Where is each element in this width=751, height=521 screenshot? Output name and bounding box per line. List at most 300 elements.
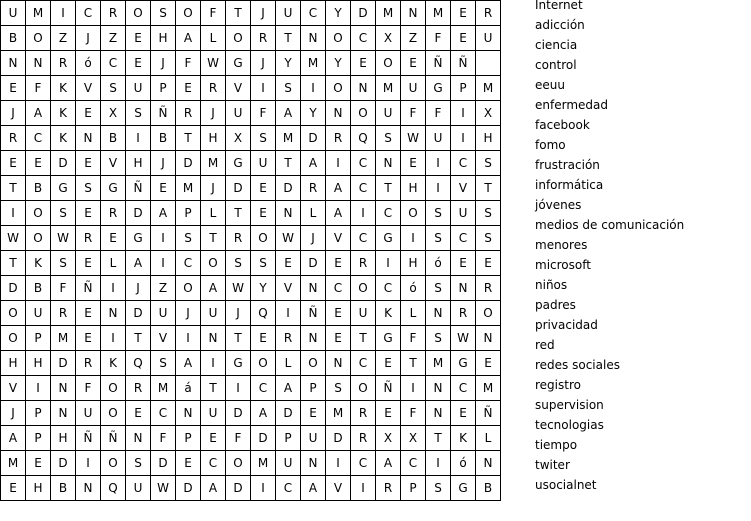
grid-cell[interactable]: H bbox=[26, 351, 51, 376]
grid-cell[interactable]: R bbox=[251, 26, 276, 51]
grid-cell[interactable]: S bbox=[126, 101, 151, 126]
grid-cell[interactable]: A bbox=[151, 201, 176, 226]
grid-cell[interactable]: M bbox=[251, 451, 276, 476]
grid-cell[interactable]: H bbox=[51, 426, 76, 451]
grid-cell[interactable]: T bbox=[226, 1, 251, 26]
grid-cell[interactable]: S bbox=[476, 151, 501, 176]
grid-cell[interactable]: Y bbox=[276, 51, 301, 76]
grid-cell[interactable]: C bbox=[176, 251, 201, 276]
grid-cell[interactable]: D bbox=[301, 126, 326, 151]
grid-cell[interactable]: K bbox=[101, 351, 126, 376]
grid-cell[interactable]: U bbox=[226, 101, 251, 126]
grid-cell[interactable]: Ñ bbox=[76, 276, 101, 301]
grid-cell[interactable]: J bbox=[1, 101, 26, 126]
grid-cell[interactable]: V bbox=[451, 176, 476, 201]
grid-cell[interactable]: P bbox=[176, 201, 201, 226]
grid-cell[interactable]: I bbox=[251, 76, 276, 101]
grid-cell[interactable]: S bbox=[476, 201, 501, 226]
grid-cell[interactable]: T bbox=[1, 251, 26, 276]
grid-cell[interactable]: W bbox=[151, 476, 176, 501]
grid-cell[interactable]: J bbox=[201, 101, 226, 126]
grid-cell[interactable]: D bbox=[226, 176, 251, 201]
grid-cell[interactable]: E bbox=[1, 476, 26, 501]
grid-cell[interactable]: Z bbox=[151, 276, 176, 301]
grid-cell[interactable]: S bbox=[226, 251, 251, 276]
grid-cell[interactable]: N bbox=[126, 426, 151, 451]
grid-cell[interactable]: S bbox=[426, 276, 451, 301]
grid-cell[interactable]: S bbox=[151, 351, 176, 376]
grid-cell[interactable]: D bbox=[126, 201, 151, 226]
grid-cell[interactable]: R bbox=[1, 126, 26, 151]
grid-cell[interactable]: U bbox=[76, 401, 101, 426]
grid-cell[interactable]: I bbox=[251, 476, 276, 501]
grid-cell[interactable]: I bbox=[401, 226, 426, 251]
grid-cell[interactable]: N bbox=[51, 401, 76, 426]
grid-cell[interactable]: J bbox=[76, 26, 101, 51]
grid-cell[interactable]: F bbox=[251, 101, 276, 126]
grid-cell[interactable]: R bbox=[226, 226, 251, 251]
grid-cell[interactable]: I bbox=[76, 451, 101, 476]
grid-cell[interactable]: R bbox=[476, 1, 501, 26]
grid-cell[interactable]: G bbox=[451, 351, 476, 376]
grid-cell[interactable]: X bbox=[401, 426, 426, 451]
grid-cell[interactable]: C bbox=[351, 176, 376, 201]
grid-cell[interactable]: S bbox=[176, 226, 201, 251]
grid-cell[interactable]: Y bbox=[326, 51, 351, 76]
grid-cell[interactable]: S bbox=[251, 126, 276, 151]
grid-cell[interactable]: I bbox=[126, 126, 151, 151]
grid-cell[interactable]: F bbox=[426, 26, 451, 51]
grid-cell[interactable]: L bbox=[201, 26, 226, 51]
grid-cell[interactable]: N bbox=[1, 51, 26, 76]
grid-cell[interactable]: K bbox=[376, 301, 401, 326]
grid-cell[interactable]: N bbox=[101, 301, 126, 326]
grid-cell[interactable]: N bbox=[451, 276, 476, 301]
grid-cell[interactable]: N bbox=[426, 401, 451, 426]
grid-cell[interactable]: G bbox=[426, 76, 451, 101]
grid-cell[interactable]: M bbox=[51, 326, 76, 351]
grid-cell[interactable]: E bbox=[76, 301, 101, 326]
grid-cell[interactable]: S bbox=[426, 476, 451, 501]
grid-cell[interactable]: C bbox=[351, 26, 376, 51]
grid-cell[interactable]: A bbox=[276, 101, 301, 126]
grid-cell[interactable]: M bbox=[301, 51, 326, 76]
grid-cell[interactable]: C bbox=[351, 151, 376, 176]
grid-cell[interactable]: N bbox=[401, 1, 426, 26]
grid-cell[interactable]: N bbox=[301, 451, 326, 476]
grid-cell[interactable]: B bbox=[476, 476, 501, 501]
grid-cell[interactable]: M bbox=[376, 1, 401, 26]
grid-cell[interactable]: D bbox=[51, 351, 76, 376]
grid-cell[interactable]: N bbox=[51, 376, 76, 401]
grid-cell[interactable]: O bbox=[1, 326, 26, 351]
grid-cell[interactable]: O bbox=[301, 351, 326, 376]
grid-cell[interactable]: O bbox=[101, 376, 126, 401]
grid-cell[interactable]: C bbox=[451, 226, 476, 251]
grid-cell[interactable]: S bbox=[376, 126, 401, 151]
grid-cell[interactable]: W bbox=[276, 226, 301, 251]
grid-cell[interactable]: I bbox=[351, 201, 376, 226]
grid-cell[interactable]: T bbox=[401, 351, 426, 376]
grid-cell[interactable]: S bbox=[51, 251, 76, 276]
grid-cell[interactable]: O bbox=[226, 26, 251, 51]
grid-cell[interactable]: E bbox=[1, 76, 26, 101]
grid-cell[interactable]: D bbox=[51, 451, 76, 476]
grid-cell[interactable]: L bbox=[276, 351, 301, 376]
grid-cell[interactable]: M bbox=[426, 351, 451, 376]
grid-cell[interactable]: A bbox=[326, 201, 351, 226]
grid-cell[interactable]: S bbox=[126, 451, 151, 476]
grid-cell[interactable]: N bbox=[326, 101, 351, 126]
grid-cell[interactable]: A bbox=[176, 351, 201, 376]
grid-cell[interactable]: D bbox=[126, 301, 151, 326]
grid-cell[interactable]: T bbox=[351, 326, 376, 351]
grid-cell[interactable]: U bbox=[126, 476, 151, 501]
grid-cell[interactable]: I bbox=[151, 251, 176, 276]
grid-cell[interactable]: T bbox=[176, 126, 201, 151]
grid-cell[interactable]: R bbox=[301, 176, 326, 201]
grid-cell[interactable]: I bbox=[176, 326, 201, 351]
grid-cell[interactable]: M bbox=[476, 376, 501, 401]
grid-cell[interactable]: X bbox=[376, 426, 401, 451]
grid-cell[interactable]: Ñ bbox=[426, 51, 451, 76]
grid-cell[interactable]: C bbox=[451, 151, 476, 176]
grid-cell[interactable]: U bbox=[201, 401, 226, 426]
grid-cell[interactable]: G bbox=[376, 226, 401, 251]
grid-cell[interactable]: U bbox=[376, 101, 401, 126]
grid-cell[interactable]: B bbox=[1, 26, 26, 51]
grid-cell[interactable]: J bbox=[251, 1, 276, 26]
grid-cell[interactable]: E bbox=[451, 1, 476, 26]
grid-cell[interactable]: A bbox=[126, 251, 151, 276]
grid-cell[interactable]: P bbox=[26, 326, 51, 351]
grid-cell[interactable]: N bbox=[351, 76, 376, 101]
grid-cell[interactable]: I bbox=[26, 376, 51, 401]
grid-cell[interactable]: I bbox=[426, 151, 451, 176]
grid-cell[interactable]: K bbox=[51, 101, 76, 126]
grid-cell[interactable]: U bbox=[126, 76, 151, 101]
grid-cell[interactable]: B bbox=[26, 176, 51, 201]
grid-cell[interactable]: U bbox=[26, 301, 51, 326]
grid-cell[interactable]: E bbox=[251, 176, 276, 201]
grid-cell[interactable]: E bbox=[76, 151, 101, 176]
grid-cell[interactable]: B bbox=[26, 276, 51, 301]
grid-cell[interactable]: U bbox=[1, 1, 26, 26]
grid-cell[interactable]: M bbox=[276, 126, 301, 151]
grid-cell[interactable]: N bbox=[276, 201, 301, 226]
grid-cell[interactable]: G bbox=[51, 176, 76, 201]
grid-cell[interactable]: E bbox=[326, 326, 351, 351]
grid-cell[interactable]: I bbox=[351, 476, 376, 501]
grid-cell[interactable]: A bbox=[301, 151, 326, 176]
grid-cell[interactable]: X bbox=[101, 101, 126, 126]
grid-cell[interactable]: O bbox=[101, 401, 126, 426]
grid-cell[interactable]: X bbox=[226, 126, 251, 151]
grid-cell[interactable]: R bbox=[326, 126, 351, 151]
grid-cell[interactable]: E bbox=[151, 176, 176, 201]
grid-cell[interactable]: G bbox=[226, 351, 251, 376]
grid-cell[interactable]: E bbox=[476, 351, 501, 376]
grid-cell[interactable]: H bbox=[126, 151, 151, 176]
grid-cell[interactable]: E bbox=[401, 151, 426, 176]
grid-cell[interactable]: K bbox=[26, 251, 51, 276]
grid-cell[interactable]: V bbox=[226, 76, 251, 101]
grid-cell[interactable]: T bbox=[201, 226, 226, 251]
grid-cell[interactable]: A bbox=[251, 401, 276, 426]
grid-cell[interactable]: G bbox=[126, 226, 151, 251]
grid-cell[interactable]: P bbox=[151, 76, 176, 101]
grid-cell[interactable]: N bbox=[376, 151, 401, 176]
grid-cell[interactable]: O bbox=[126, 1, 151, 26]
grid-cell[interactable]: P bbox=[401, 476, 426, 501]
grid-cell[interactable]: Q bbox=[251, 301, 276, 326]
grid-cell[interactable]: F bbox=[201, 1, 226, 26]
grid-cell[interactable]: D bbox=[51, 151, 76, 176]
grid-cell[interactable]: I bbox=[451, 126, 476, 151]
grid-cell[interactable]: E bbox=[176, 76, 201, 101]
grid-cell[interactable]: M bbox=[1, 451, 26, 476]
grid-cell[interactable]: W bbox=[201, 51, 226, 76]
grid-cell[interactable]: J bbox=[201, 176, 226, 201]
grid-cell[interactable]: M bbox=[176, 176, 201, 201]
grid-cell[interactable]: D bbox=[226, 401, 251, 426]
grid-cell[interactable]: E bbox=[401, 51, 426, 76]
grid-cell[interactable]: K bbox=[51, 76, 76, 101]
grid-cell[interactable]: E bbox=[76, 251, 101, 276]
grid-cell[interactable]: á bbox=[176, 376, 201, 401]
grid-cell[interactable]: H bbox=[401, 251, 426, 276]
grid-cell[interactable]: P bbox=[451, 76, 476, 101]
grid-cell[interactable]: I bbox=[101, 326, 126, 351]
grid-cell[interactable]: E bbox=[451, 26, 476, 51]
grid-cell[interactable]: U bbox=[251, 151, 276, 176]
grid-cell[interactable]: T bbox=[276, 26, 301, 51]
grid-cell[interactable]: M bbox=[476, 76, 501, 101]
grid-cell[interactable]: O bbox=[476, 301, 501, 326]
grid-cell[interactable]: E bbox=[451, 401, 476, 426]
grid-cell[interactable] bbox=[476, 51, 501, 76]
grid-cell[interactable]: U bbox=[476, 26, 501, 51]
grid-cell[interactable]: H bbox=[151, 26, 176, 51]
grid-cell[interactable]: L bbox=[201, 201, 226, 226]
grid-cell[interactable]: E bbox=[326, 251, 351, 276]
grid-cell[interactable]: R bbox=[201, 76, 226, 101]
grid-cell[interactable]: T bbox=[226, 201, 251, 226]
grid-cell[interactable]: C bbox=[201, 451, 226, 476]
grid-cell[interactable]: Ñ bbox=[301, 301, 326, 326]
grid-cell[interactable]: P bbox=[301, 376, 326, 401]
grid-cell[interactable]: D bbox=[276, 401, 301, 426]
grid-cell[interactable]: R bbox=[451, 301, 476, 326]
grid-cell[interactable]: K bbox=[451, 426, 476, 451]
grid-cell[interactable]: L bbox=[301, 201, 326, 226]
grid-cell[interactable]: J bbox=[301, 226, 326, 251]
grid-cell[interactable]: E bbox=[126, 401, 151, 426]
grid-cell[interactable]: A bbox=[1, 426, 26, 451]
grid-cell[interactable]: W bbox=[226, 276, 251, 301]
grid-cell[interactable]: I bbox=[226, 376, 251, 401]
grid-cell[interactable]: R bbox=[126, 376, 151, 401]
grid-cell[interactable]: Ñ bbox=[376, 376, 401, 401]
grid-cell[interactable]: C bbox=[376, 201, 401, 226]
grid-cell[interactable]: R bbox=[51, 301, 76, 326]
grid-cell[interactable]: U bbox=[351, 301, 376, 326]
grid-cell[interactable]: I bbox=[301, 76, 326, 101]
grid-cell[interactable]: L bbox=[101, 251, 126, 276]
grid-cell[interactable]: D bbox=[226, 476, 251, 501]
grid-cell[interactable]: E bbox=[126, 51, 151, 76]
grid-cell[interactable]: V bbox=[1, 376, 26, 401]
grid-cell[interactable]: E bbox=[26, 451, 51, 476]
grid-cell[interactable]: E bbox=[1, 151, 26, 176]
grid-cell[interactable]: C bbox=[301, 1, 326, 26]
grid-cell[interactable]: D bbox=[326, 426, 351, 451]
grid-cell[interactable]: F bbox=[26, 76, 51, 101]
grid-cell[interactable]: Z bbox=[401, 26, 426, 51]
grid-cell[interactable]: I bbox=[426, 176, 451, 201]
grid-cell[interactable]: E bbox=[126, 26, 151, 51]
grid-cell[interactable]: O bbox=[326, 26, 351, 51]
grid-cell[interactable]: I bbox=[51, 1, 76, 26]
grid-cell[interactable]: N bbox=[326, 351, 351, 376]
grid-cell[interactable]: Z bbox=[51, 26, 76, 51]
grid-cell[interactable]: U bbox=[276, 1, 301, 26]
grid-cell[interactable]: A bbox=[301, 476, 326, 501]
grid-cell[interactable]: D bbox=[176, 476, 201, 501]
grid-cell[interactable]: D bbox=[151, 451, 176, 476]
grid-cell[interactable]: F bbox=[151, 426, 176, 451]
grid-cell[interactable]: R bbox=[51, 51, 76, 76]
grid-cell[interactable]: H bbox=[201, 126, 226, 151]
grid-cell[interactable]: P bbox=[26, 426, 51, 451]
grid-cell[interactable]: I bbox=[151, 226, 176, 251]
grid-cell[interactable]: J bbox=[126, 276, 151, 301]
grid-cell[interactable]: J bbox=[176, 301, 201, 326]
grid-cell[interactable]: F bbox=[401, 101, 426, 126]
grid-cell[interactable]: C bbox=[251, 376, 276, 401]
grid-cell[interactable]: O bbox=[251, 226, 276, 251]
grid-cell[interactable]: E bbox=[176, 451, 201, 476]
grid-cell[interactable]: F bbox=[426, 101, 451, 126]
grid-cell[interactable]: U bbox=[301, 426, 326, 451]
grid-cell[interactable]: I bbox=[201, 351, 226, 376]
grid-cell[interactable]: S bbox=[426, 201, 451, 226]
grid-cell[interactable]: E bbox=[76, 101, 101, 126]
grid-cell[interactable]: C bbox=[451, 376, 476, 401]
grid-cell[interactable]: O bbox=[1, 301, 26, 326]
grid-cell[interactable]: Y bbox=[251, 276, 276, 301]
grid-cell[interactable]: E bbox=[376, 401, 401, 426]
grid-cell[interactable]: O bbox=[176, 276, 201, 301]
grid-cell[interactable]: O bbox=[226, 451, 251, 476]
grid-cell[interactable]: T bbox=[226, 326, 251, 351]
grid-cell[interactable]: ó bbox=[426, 251, 451, 276]
grid-cell[interactable]: Y bbox=[301, 101, 326, 126]
grid-cell[interactable]: W bbox=[451, 326, 476, 351]
grid-cell[interactable]: P bbox=[176, 426, 201, 451]
grid-cell[interactable]: J bbox=[1, 401, 26, 426]
grid-cell[interactable]: E bbox=[251, 326, 276, 351]
grid-cell[interactable]: V bbox=[101, 151, 126, 176]
grid-cell[interactable]: A bbox=[176, 26, 201, 51]
grid-cell[interactable]: E bbox=[76, 201, 101, 226]
grid-cell[interactable]: U bbox=[151, 301, 176, 326]
grid-cell[interactable]: R bbox=[276, 326, 301, 351]
grid-cell[interactable]: V bbox=[326, 476, 351, 501]
grid-cell[interactable]: G bbox=[376, 326, 401, 351]
grid-cell[interactable]: S bbox=[151, 1, 176, 26]
grid-cell[interactable]: G bbox=[101, 176, 126, 201]
grid-cell[interactable]: H bbox=[26, 476, 51, 501]
grid-cell[interactable]: E bbox=[101, 226, 126, 251]
grid-cell[interactable]: Ñ bbox=[126, 176, 151, 201]
grid-cell[interactable]: V bbox=[76, 76, 101, 101]
grid-cell[interactable]: T bbox=[276, 151, 301, 176]
grid-cell[interactable]: C bbox=[351, 451, 376, 476]
grid-cell[interactable]: M bbox=[326, 401, 351, 426]
grid-cell[interactable]: N bbox=[301, 326, 326, 351]
grid-cell[interactable]: T bbox=[376, 176, 401, 201]
grid-cell[interactable]: Q bbox=[126, 351, 151, 376]
grid-cell[interactable]: T bbox=[426, 426, 451, 451]
grid-cell[interactable]: S bbox=[326, 376, 351, 401]
grid-cell[interactable]: B bbox=[101, 126, 126, 151]
grid-cell[interactable]: E bbox=[301, 401, 326, 426]
grid-cell[interactable]: Z bbox=[101, 26, 126, 51]
grid-cell[interactable]: S bbox=[101, 76, 126, 101]
grid-cell[interactable]: A bbox=[326, 176, 351, 201]
grid-cell[interactable]: U bbox=[276, 451, 301, 476]
grid-cell[interactable]: O bbox=[26, 226, 51, 251]
grid-cell[interactable]: T bbox=[1, 176, 26, 201]
grid-cell[interactable]: O bbox=[26, 201, 51, 226]
grid-cell[interactable]: R bbox=[351, 426, 376, 451]
grid-cell[interactable]: O bbox=[351, 276, 376, 301]
grid-cell[interactable]: Q bbox=[351, 126, 376, 151]
grid-cell[interactable]: Y bbox=[326, 1, 351, 26]
grid-cell[interactable]: R bbox=[101, 201, 126, 226]
grid-cell[interactable]: D bbox=[1, 276, 26, 301]
grid-cell[interactable]: C bbox=[351, 351, 376, 376]
grid-cell[interactable]: O bbox=[201, 251, 226, 276]
grid-cell[interactable]: B bbox=[51, 476, 76, 501]
grid-cell[interactable]: N bbox=[26, 51, 51, 76]
grid-cell[interactable]: I bbox=[326, 451, 351, 476]
grid-cell[interactable]: P bbox=[276, 426, 301, 451]
grid-cell[interactable]: M bbox=[426, 1, 451, 26]
grid-cell[interactable]: E bbox=[476, 251, 501, 276]
grid-cell[interactable]: M bbox=[151, 376, 176, 401]
grid-cell[interactable]: E bbox=[251, 201, 276, 226]
grid-cell[interactable]: C bbox=[351, 226, 376, 251]
grid-cell[interactable]: T bbox=[476, 176, 501, 201]
grid-cell[interactable]: N bbox=[301, 276, 326, 301]
grid-cell[interactable]: J bbox=[226, 301, 251, 326]
grid-cell[interactable]: N bbox=[176, 401, 201, 426]
grid-cell[interactable]: T bbox=[126, 326, 151, 351]
grid-cell[interactable]: R bbox=[476, 276, 501, 301]
grid-cell[interactable]: F bbox=[226, 426, 251, 451]
grid-cell[interactable]: ó bbox=[451, 451, 476, 476]
grid-cell[interactable]: I bbox=[376, 251, 401, 276]
grid-cell[interactable]: J bbox=[251, 51, 276, 76]
grid-cell[interactable]: E bbox=[26, 151, 51, 176]
grid-cell[interactable]: N bbox=[76, 476, 101, 501]
grid-cell[interactable]: A bbox=[201, 476, 226, 501]
grid-cell[interactable]: I bbox=[276, 301, 301, 326]
grid-cell[interactable]: S bbox=[51, 201, 76, 226]
grid-cell[interactable]: C bbox=[101, 51, 126, 76]
